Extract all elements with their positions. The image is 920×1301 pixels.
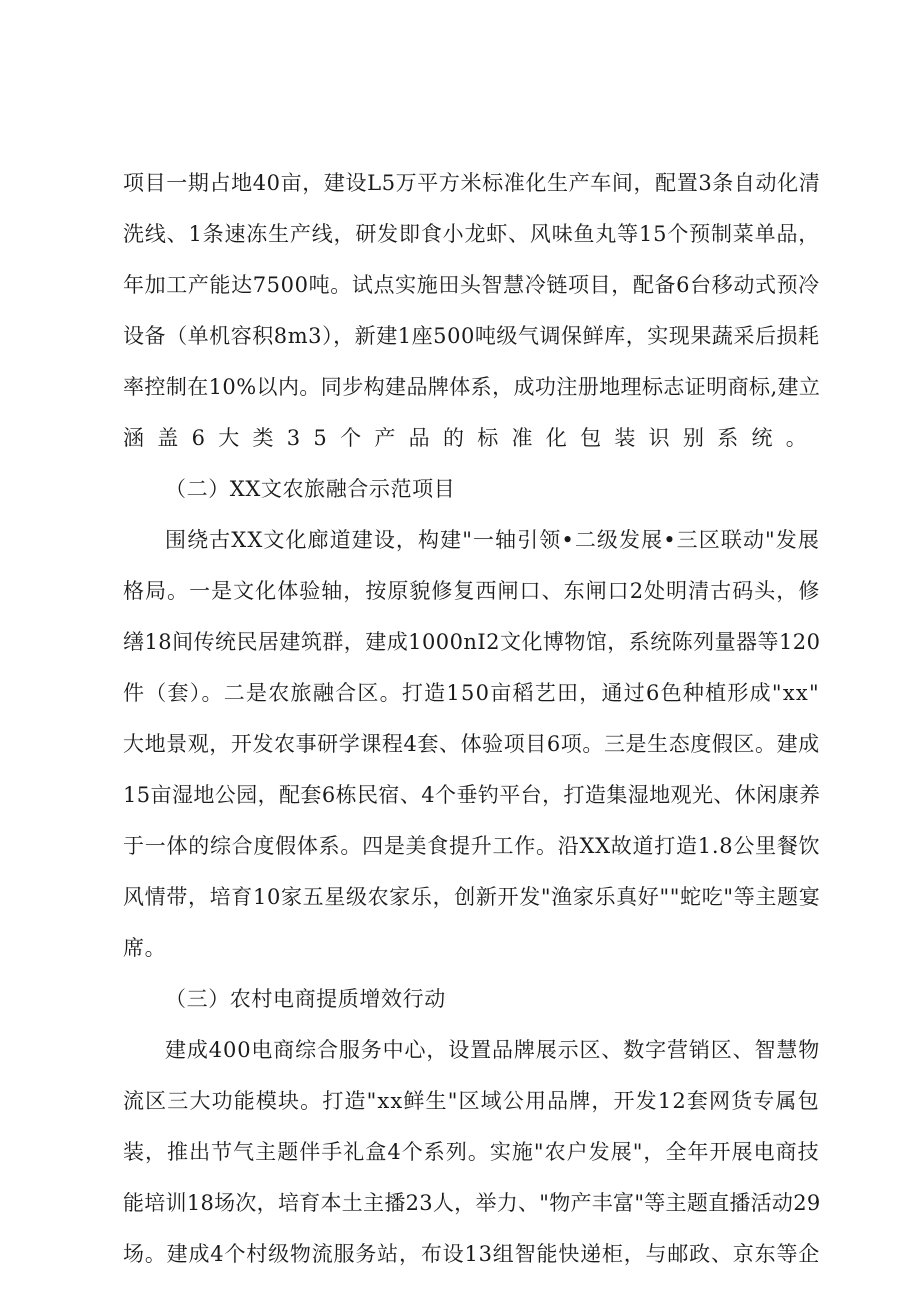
paragraph-line: 风情带，培育10家五星级农家乐，创新开发"渔家乐真好""蛇吃"等主题宴 — [123, 885, 821, 909]
paragraph-line: 设备（单机容积8m3），新建1座500吨级气调保鲜库，实现果蔬采后损耗 — [123, 324, 820, 348]
paragraph-line: 大地景观，开发农事研学课程4套、体验项目6项。三是生态度假区。建成 — [123, 732, 820, 756]
paragraph-line: 场。建成4个村级物流服务站，布设13组智能快递柜，与邮政、京东等企 — [123, 1242, 821, 1266]
paragraph-line: 率控制在10%以内。同步构建品牌体系，成功注册地理标志证明商标,建立 — [123, 375, 821, 399]
paragraph-line: 建成400电商综合服务中心，设置品牌展示区、数字营销区、智慧物 — [165, 1038, 821, 1062]
paragraph-line: 15亩湿地公园，配套6栋民宿、4个垂钓平台，打造集湿地观光、休闲康养 — [123, 783, 821, 807]
paragraph-line: 席。 — [123, 936, 167, 960]
paragraph-line: 装，推出节气主题伴手礼盒4个系列。实施"农户发展"，全年开展电商技 — [123, 1140, 820, 1164]
section-heading: （三）农村电商提质增效行动 — [165, 987, 446, 1011]
paragraph-line: 洗线、1条速冻生产线，研发即食小龙虾、风味鱼丸等15个预制菜单品， — [123, 222, 821, 246]
section-heading: （二）XX文农旅融合示范项目 — [165, 477, 456, 501]
paragraph-line: 流区三大功能模块。打造"xx鲜生"区域公用品牌，开发12套网货专属包 — [123, 1089, 820, 1113]
paragraph-line: 件（套）。二是农旅融合区。打造150亩稻艺田，通过6色种植形成"xx" — [123, 681, 820, 705]
paragraph-line: 能培训18场次，培育本土主播23人，举力、"物产丰富"等主题直播活动29 — [123, 1191, 821, 1215]
paragraph-line: 于一体的综合度假体系。四是美食提升工作。沿XX故道打造1.8公里餐饮 — [123, 834, 821, 858]
paragraph-line: 围绕古XX文化廊道建设，构建"一轴引领•二级发展•三区联动"发展 — [165, 528, 820, 552]
paragraph-line: 项目一期占地40亩，建设L5万平方米标准化生产车间，配置3条自动化清 — [123, 171, 821, 195]
paragraph-line: 涵盖6大类35个产品的标准化包装识别系统。 — [123, 426, 821, 450]
paragraph-line: 年加工产能达7500吨。试点实施田头智慧冷链项目，配备6台移动式预冷 — [123, 273, 820, 297]
paragraph-line: 格局。一是文化体验轴，按原貌修复西闸口、东闸口2处明清古码头，修 — [123, 579, 821, 603]
paragraph-line: 缮18间传统民居建筑群，建成1000nI2文化博物馆，系统陈列量器等120 — [123, 630, 821, 654]
